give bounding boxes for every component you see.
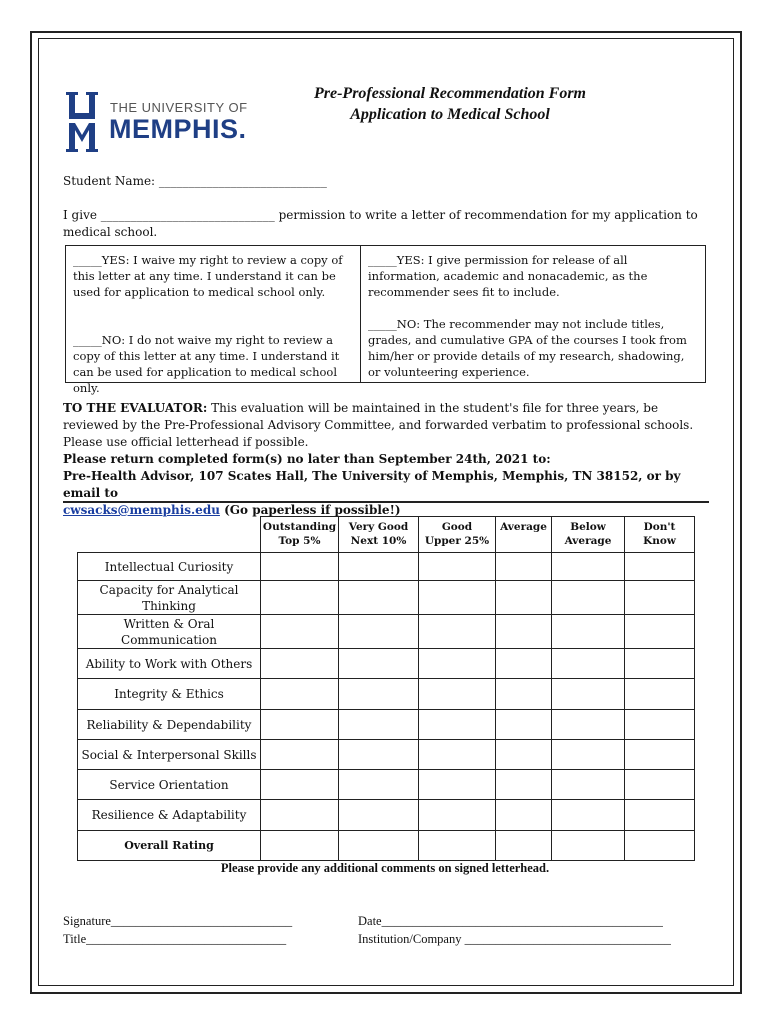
table-row [78, 581, 695, 615]
row-label: Integrity & Ethics [78, 679, 261, 710]
col-header-below-average: Below Average [552, 517, 625, 553]
row-label: Capacity for Analytical Thinking [78, 581, 261, 615]
rating-cell[interactable] [419, 553, 496, 581]
email-link[interactable]: cwsacks@memphis.edu [63, 503, 220, 517]
rating-cell[interactable] [552, 679, 625, 710]
rating-cell[interactable] [261, 649, 339, 679]
rating-cell[interactable] [625, 553, 695, 581]
rating-cell[interactable] [552, 710, 625, 740]
rating-cell[interactable] [496, 615, 552, 649]
date-field[interactable]: Date_____________________________________________ [358, 914, 663, 928]
rating-cell[interactable] [625, 831, 695, 861]
rating-cell[interactable] [625, 740, 695, 770]
rating-cell[interactable] [552, 800, 625, 831]
release-yes-option[interactable]: _____YES: I give permission for release of all information, academic and nonacademic, as the recommender sees fit to include. [368, 253, 648, 299]
section-rule [63, 501, 709, 503]
row-label: Service Orientation [78, 770, 261, 800]
logo-line1: THE UNIVERSITY OF [110, 100, 248, 115]
rating-cell[interactable] [339, 740, 419, 770]
rating-cell[interactable] [625, 649, 695, 679]
rating-cell[interactable] [496, 553, 552, 581]
rating-cell[interactable] [261, 831, 339, 861]
col-header-dont-know: Don't Know [625, 517, 695, 553]
logo-line2: MEMPHIS. [109, 114, 247, 144]
rating-cell[interactable] [261, 740, 339, 770]
rating-cell[interactable] [419, 800, 496, 831]
options-divider [360, 246, 361, 382]
rating-cell[interactable] [419, 581, 496, 615]
table-row [78, 740, 695, 770]
row-label: Resilience & Adaptability [78, 800, 261, 831]
rating-cell[interactable] [496, 581, 552, 615]
row-label: Ability to Work with Others [78, 649, 261, 679]
table-row [78, 710, 695, 740]
row-label: Intellectual Curiosity [78, 553, 261, 581]
rating-cell[interactable] [552, 770, 625, 800]
rating-cell[interactable] [496, 679, 552, 710]
header-blank [78, 517, 261, 553]
table-row [78, 553, 695, 581]
rating-cell[interactable] [496, 831, 552, 861]
rating-cell[interactable] [419, 831, 496, 861]
rating-cell[interactable] [339, 581, 419, 615]
rating-cell[interactable] [261, 800, 339, 831]
waive-no-option[interactable]: _____NO: I do not waive my right to review a copy of this letter at any time. I understand it can be used for application to medical school only. [73, 333, 340, 395]
rating-cell[interactable] [419, 740, 496, 770]
comments-note: Please provide any additional comments on signed letterhead. [220, 861, 550, 875]
form-title-line2: Application to Medical School [350, 106, 550, 123]
address-text: Pre-Health Advisor, 107 Scates Hall, The University of Memphis, Memphis, TN 38152, or by email to [63, 469, 681, 500]
rating-header-row [78, 517, 695, 553]
rating-cell[interactable] [496, 770, 552, 800]
rating-cell[interactable] [552, 615, 625, 649]
rating-cell[interactable] [496, 800, 552, 831]
rating-cell[interactable] [339, 710, 419, 740]
signature-field[interactable]: Signature_____________________________ [63, 914, 293, 928]
table-row [78, 615, 695, 649]
rating-cell[interactable] [261, 553, 339, 581]
col-header-good: Good Upper 25% [419, 517, 496, 553]
paperless-note: (Go paperless if possible!) [219, 503, 401, 517]
rating-cell[interactable] [552, 740, 625, 770]
rating-cell[interactable] [496, 740, 552, 770]
rating-cell[interactable] [625, 710, 695, 740]
rating-cell[interactable] [552, 831, 625, 861]
rating-cell[interactable] [339, 679, 419, 710]
rating-cell[interactable] [261, 679, 339, 710]
student-name-field[interactable]: Student Name: ____________________________ [63, 174, 327, 188]
permission-statement: I give _____________________________ permission to write a letter of recommendation for my application to medical school. [63, 208, 698, 239]
rating-table [77, 516, 695, 861]
rating-cell[interactable] [496, 649, 552, 679]
release-no-option[interactable]: _____NO: The recommender may not include titles, grades, and cumulative GPA of the courses I took from him/her or provide details of my research, shadowing, or volunteering experience. [368, 317, 687, 379]
rating-cell[interactable] [261, 770, 339, 800]
row-label: Reliability & Dependability [78, 710, 261, 740]
table-row [78, 831, 695, 861]
institution-field[interactable]: Institution/Company _________________________________ [358, 932, 671, 946]
rating-cell[interactable] [625, 800, 695, 831]
table-row [78, 679, 695, 710]
table-row [78, 770, 695, 800]
rating-cell[interactable] [419, 649, 496, 679]
rating-cell[interactable] [261, 581, 339, 615]
rating-cell[interactable] [625, 615, 695, 649]
row-label-overall: Overall Rating [78, 831, 261, 861]
rating-cell[interactable] [419, 615, 496, 649]
col-header-outstanding: Outstanding Top 5% [261, 517, 339, 553]
title-field[interactable]: Title________________________________ [63, 932, 287, 946]
evaluator-text: This evaluation will be maintained in the student's file for three years, be reviewed by the Pre-Professional Advisory Committee, and forwarded verbatim to professional schools. Please use official letterhead if possible. [63, 401, 694, 449]
form-title-line1: Pre-Professional Recommendation Form [314, 85, 586, 102]
table-row [78, 800, 695, 831]
rating-cell[interactable] [339, 553, 419, 581]
row-label: Social & Interpersonal Skills [78, 740, 261, 770]
waive-yes-option[interactable]: _____YES: I waive my right to review a copy of this letter at any time. I understand it can be used for application to medical school only. [73, 253, 343, 299]
waiver-options-box [65, 245, 706, 395]
rating-cell[interactable] [419, 710, 496, 740]
rating-cell[interactable] [625, 679, 695, 710]
rating-cell[interactable] [625, 581, 695, 615]
rating-cell[interactable] [552, 649, 625, 679]
university-logo [66, 92, 258, 154]
deadline-text: Please return completed form(s) no later than September 24th, 2021 to: [63, 452, 551, 466]
table-row [78, 649, 695, 679]
rating-cell[interactable] [496, 710, 552, 740]
evaluator-label: TO THE EVALUATOR: [63, 401, 208, 415]
col-header-very-good: Very Good Next 10% [339, 517, 419, 553]
rating-cell[interactable] [339, 831, 419, 861]
rating-cell[interactable] [552, 553, 625, 581]
rating-cell[interactable] [339, 800, 419, 831]
rating-cell[interactable] [339, 770, 419, 800]
col-header-average: Average [496, 517, 552, 553]
form-title [260, 83, 640, 125]
row-label: Written & Oral Communication [78, 615, 261, 649]
rating-cell[interactable] [625, 770, 695, 800]
rating-cell[interactable] [419, 679, 496, 710]
rating-cell[interactable] [261, 710, 339, 740]
rating-cell[interactable] [419, 770, 496, 800]
rating-cell[interactable] [339, 649, 419, 679]
rating-cell[interactable] [261, 615, 339, 649]
rating-cell[interactable] [552, 581, 625, 615]
rating-cell[interactable] [339, 615, 419, 649]
